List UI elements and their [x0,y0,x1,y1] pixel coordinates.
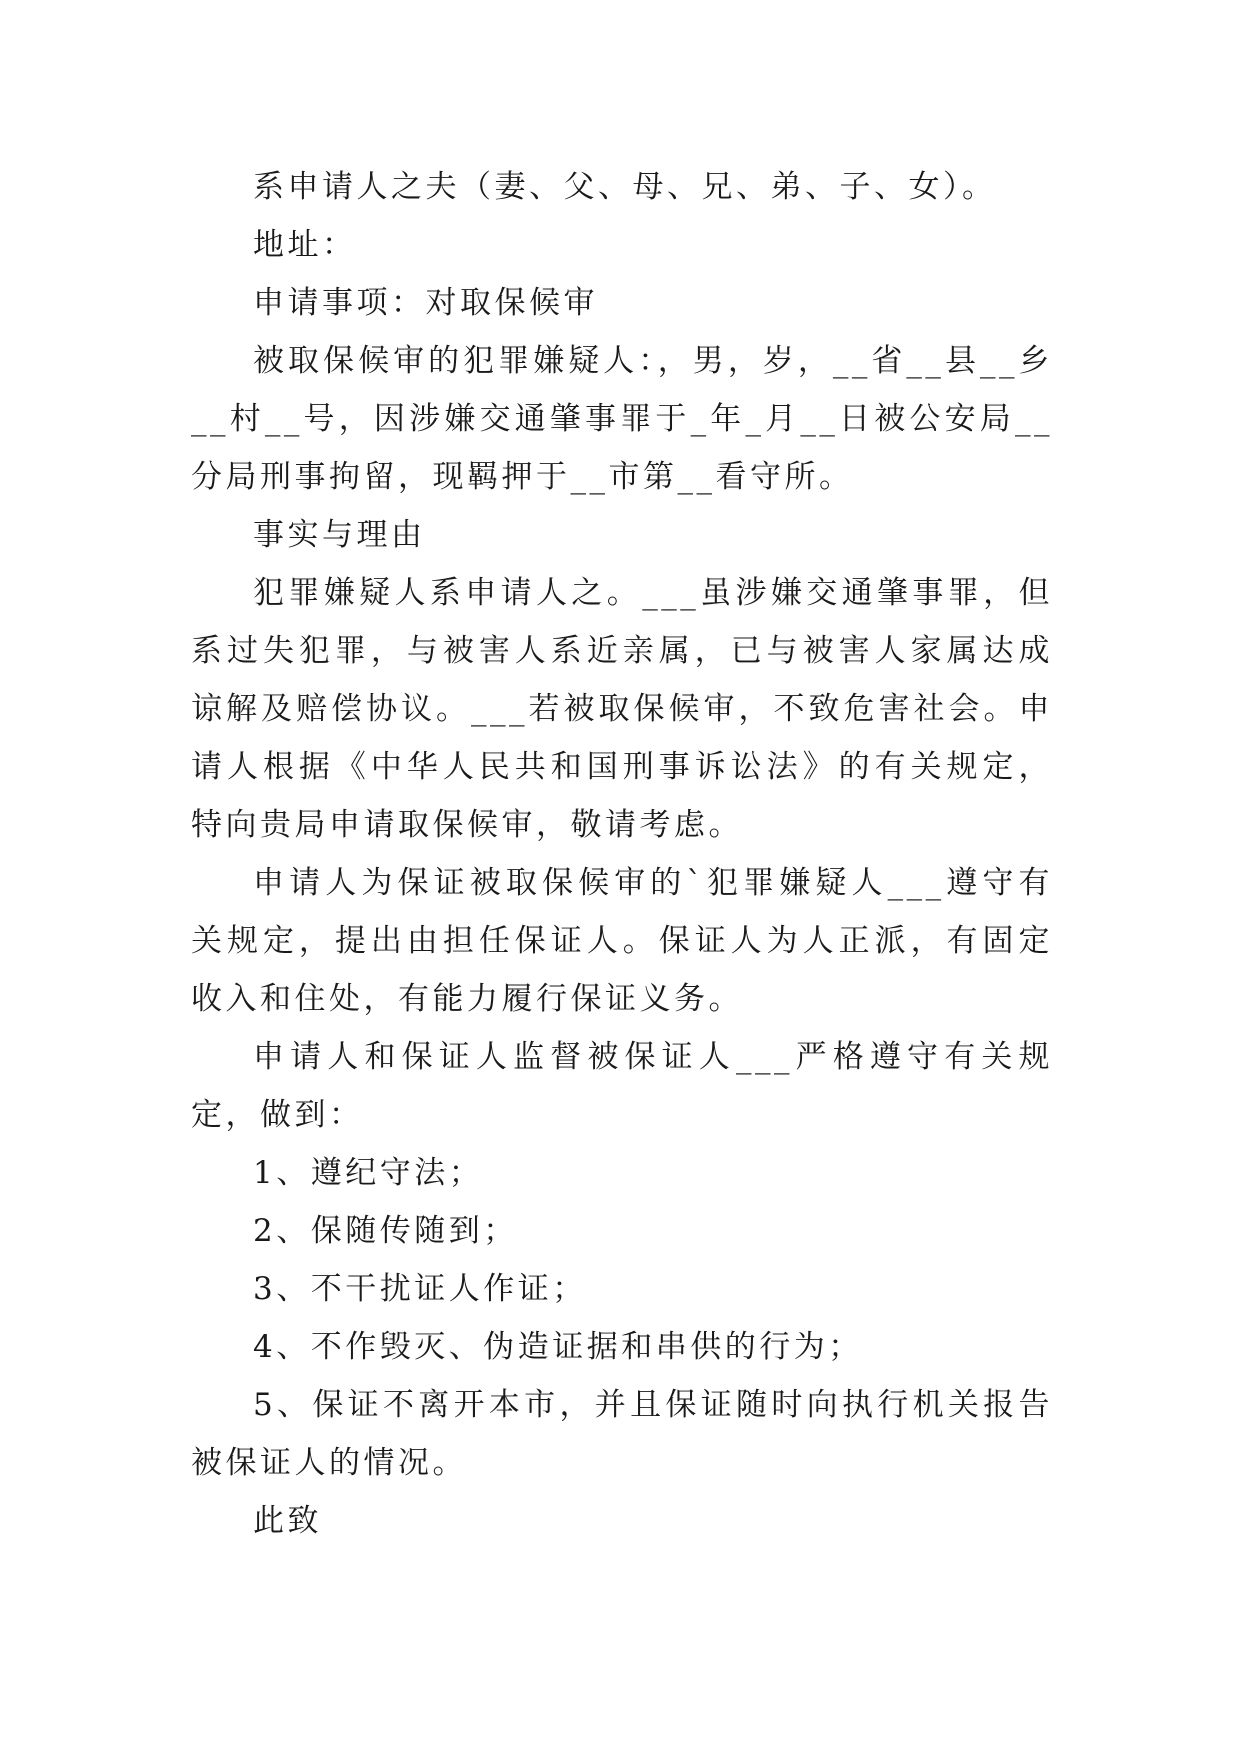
document-body [191,158,1053,1550]
paragraph-address: 地址： [253,227,357,263]
paragraph-application-matter: 申请事项：对取保候审 [253,285,598,321]
paragraph-facts-reasons: 犯罪嫌疑人系申请人之。___虽涉嫌交通肇事罪，但系过失犯罪，与被害人系近亲属，已与被害人家属达成谅解及赔偿协议。___若被取保候审，不致危害社会。申请人根据《中华人民共和国刑事诉讼法》的有关规定，特向贵局申请取保候审，敬请考虑。 [191,575,1053,843]
list-item-4: 4、不作毁灭、伪造证据和串供的行为； [253,1329,863,1365]
paragraph-supervision: 申请人和保证人监督被保证人___严格遵守有关规定，做到： [191,1039,1053,1133]
paragraph-closing: 此致 [253,1503,322,1539]
paragraph-relationship: 系申请人之夫（妻、父、母、兄、弟、子、女）。 [253,169,997,205]
list-item-5: 5、保证不离开本市，并且保证随时向执行机关报告被保证人的情况。 [191,1387,1053,1481]
list-item-2: 2、保随传随到； [253,1213,518,1249]
paragraph-suspect-info: 被取保候审的犯罪嫌疑人：，男，岁，__省__县__乡__村__号，因涉嫌交通肇事罪于_年_月__日被公安局__分局刑事拘留，现羁押于__市第__看守所。 [191,343,1053,495]
paragraph-facts-heading: 事实与理由 [253,517,426,553]
list-item-3: 3、不干扰证人作证； [253,1271,587,1307]
paragraph-guarantor: 申请人为保证被取保候审的`犯罪嫌疑人___遵守有关规定，提出由担任保证人。保证人为人正派，有固定收入和住处，有能力履行保证义务。 [191,865,1053,1017]
list-item-1: 1、遵纪守法； [253,1155,484,1191]
